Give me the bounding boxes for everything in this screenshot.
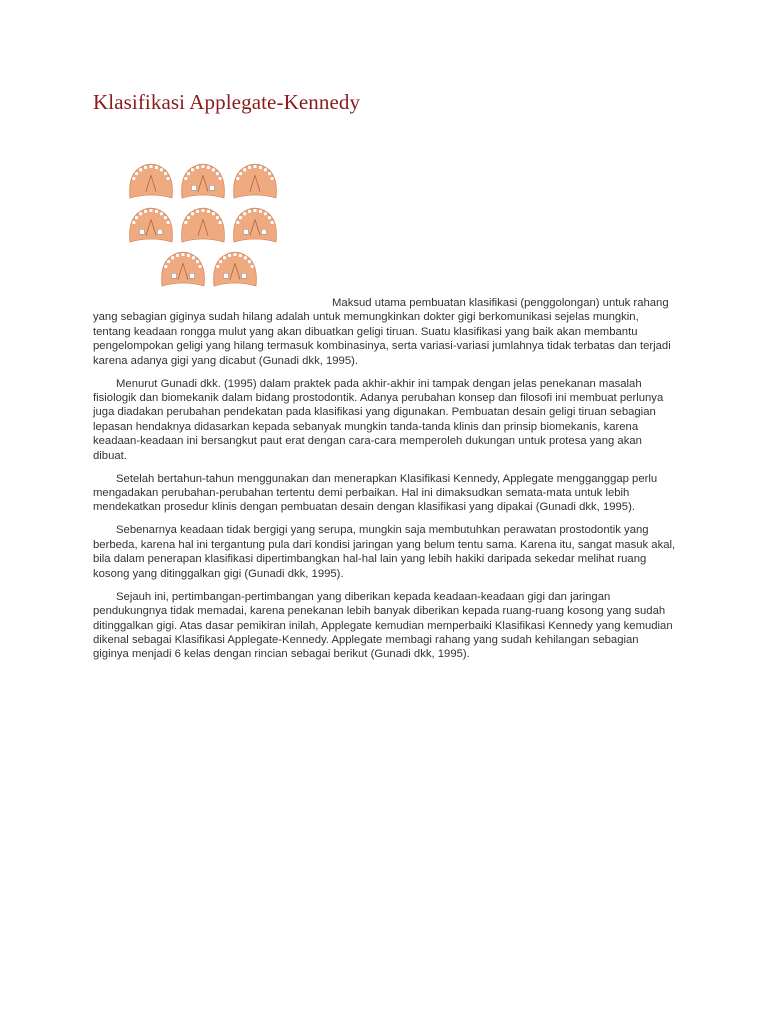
abutment-mark [172, 273, 177, 278]
tooth-mark [216, 265, 220, 269]
tooth-mark [243, 212, 247, 216]
tooth-mark [218, 177, 222, 181]
paragraph-4: Sebenarnya keadaan tidak bergigi yang serupa, mungkin saja membutuhkan perawatan prostodontik yang berbeda, karena hal ini tergantung pula dari kondisi jaringan yang belum tentu sama. Karena itu, sangat masuk akal, bila dalam penerapan klasifikasi dipertimbangkan hal-hal lain yang lebih hakiki daripada sekedar melihat ruang kosong yang ditinggalkan gigi (Gunadi dkk, 1995). [93, 524, 676, 580]
tooth-mark [196, 166, 200, 170]
abutment-mark [192, 185, 197, 190]
dental-arch-icon [162, 252, 205, 286]
kennedy-classification-figure [124, 160, 282, 292]
tooth-mark [171, 256, 175, 260]
tooth-mark [160, 168, 164, 172]
tooth-mark [184, 221, 188, 225]
tooth-mark [201, 165, 205, 169]
dental-arch-icon [234, 208, 277, 242]
paragraph-3: Setelah bertahun-tahun menggunakan dan menerapkan Klasifikasi Kennedy, Applegate mengganggap perlu mengadakan perubahan-perubahan tertentu demi perbaikan. Hal ini dimaksudkan semata-mata untuk lebih mendekatkan prosedur klinis dengan pembuatan desain dengan klasifikasi yang dipakai (Gunadi dkk, 1995). [93, 472, 658, 514]
tooth-mark [167, 260, 171, 264]
tooth-mark [164, 172, 168, 176]
tooth-mark [207, 166, 211, 170]
tooth-mark [250, 265, 254, 269]
paragraph-5: Sejauh ini, pertimbangan-pertimbangan yang diberikan kepada keadaan-keadaan gigi dan jaringan pendukungnya tidak memadai, karena penekanan lebih banyak diberikan kepada ruang-ruang kosong yang sudah ditinggalkan gigi. Atas dasar pemikiran inilah, Applegate kemudian memperbaiki Klasifikasi Kennedy yang kemudian dikenal sebagai Klasifikasi Applegate-Kennedy. Applegate membagi rahang yang sudah kehilangan sebagian giginya menjadi 6 kelas dengan rincian sebagai berikut (Gunadi dkk, 1995). [93, 590, 673, 661]
tooth-mark [253, 209, 257, 213]
dental-arch-icon [182, 208, 225, 242]
tooth-mark [139, 212, 143, 216]
tooth-mark [187, 216, 191, 220]
tooth-mark [176, 254, 180, 258]
tooth-mark [268, 172, 272, 176]
tooth-mark [248, 260, 252, 264]
tooth-mark [212, 168, 216, 172]
abutment-mark [224, 273, 229, 278]
tooth-mark [223, 256, 227, 260]
tooth-mark [181, 253, 185, 257]
tooth-mark [216, 172, 220, 176]
tooth-mark [264, 168, 268, 172]
tooth-mark [239, 172, 243, 176]
tooth-mark [212, 212, 216, 216]
tooth-mark [236, 221, 240, 225]
abutment-mark [140, 229, 145, 234]
tooth-mark [196, 210, 200, 214]
tooth-mark [201, 209, 205, 213]
paragraph-2: Menurut Gunadi dkk. (1995) dalam praktek pada akhir-akhir ini tampak dengan jelas penekanan masalah fisiologik dan biomekanik dalam bidang prostodontik. Adanya perubahan konsep dan filosofi ini membuat perlunya juga diadakan perubahan pendekatan pada klasifikasi yang digunakan. Pembuatan desain geligi tiruan sebagian lepasan hendaknya didasarkan kepada sebanyak mungkin tanda-tanda klinis dan prinsip biomekanis, karena keadaan-keadaan ini bersangkut paut erat dengan cara-cara memperoleh dukungan untuk protesa yang akan dibuat. [93, 377, 664, 462]
tooth-mark [248, 210, 252, 214]
tooth-mark [191, 212, 195, 216]
tooth-mark [270, 221, 274, 225]
tooth-mark [253, 165, 257, 169]
tooth-mark [243, 168, 247, 172]
paragraph-1 [93, 296, 677, 368]
tooth-mark [155, 166, 159, 170]
tooth-mark [166, 177, 170, 181]
tooth-mark [239, 254, 243, 258]
tooth-mark [164, 265, 168, 269]
tooth-mark [132, 177, 136, 181]
tooth-mark [187, 172, 191, 176]
tooth-mark [216, 216, 220, 220]
tooth-mark [219, 260, 223, 264]
abutment-mark [158, 229, 163, 234]
tooth-mark [198, 265, 202, 269]
dental-arch-icon [214, 252, 257, 286]
tooth-mark [264, 212, 268, 216]
dental-arch-icon [130, 208, 173, 242]
dental-arch-icon [234, 164, 277, 198]
dental-arch-icon [130, 164, 173, 198]
abutment-mark [210, 185, 215, 190]
tooth-mark [259, 210, 263, 214]
tooth-mark [144, 210, 148, 214]
tooth-mark [160, 212, 164, 216]
tooth-mark [228, 254, 232, 258]
tooth-mark [164, 216, 168, 220]
tooth-mark [184, 177, 188, 181]
tooth-mark [132, 221, 136, 225]
tooth-mark [196, 260, 200, 264]
tooth-mark [236, 177, 240, 181]
tooth-mark [244, 256, 248, 260]
abutment-mark [262, 229, 267, 234]
tooth-mark [207, 210, 211, 214]
paragraph-1-text: Maksud utama pembuatan klasifikasi (penggolongan) untuk rahang yang sebagian giginya sudah hilang adalah untuk memungkinkan dokter gigi berkomunikasi sejelas mungkin, tentang keadaan rongga mulut yang akan dibuatkan geligi tiruan. Suatu klasifikasi yang baik akan membantu pengelompokan geligi yang hilang termasuk kombinasinya, serta variasi-variasi jumlahnya tidak terbatas dan terjadi karena adanya gigi yang dicabut (Gunadi dkk, 1995). [93, 297, 671, 367]
dental-arch-icon [182, 164, 225, 198]
tooth-mark [218, 221, 222, 225]
article-body [93, 296, 677, 670]
tooth-mark [149, 209, 153, 213]
tooth-mark [270, 177, 274, 181]
abutment-mark [244, 229, 249, 234]
tooth-mark [233, 253, 237, 257]
abutment-mark [190, 273, 195, 278]
tooth-mark [187, 254, 191, 258]
tooth-mark [139, 168, 143, 172]
tooth-mark [268, 216, 272, 220]
tooth-mark [155, 210, 159, 214]
tooth-mark [192, 256, 196, 260]
tooth-mark [166, 221, 170, 225]
tooth-mark [144, 166, 148, 170]
tooth-mark [259, 166, 263, 170]
tooth-mark [135, 216, 139, 220]
page-title: Klasifikasi Applegate-Kennedy [93, 90, 361, 114]
tooth-mark [239, 216, 243, 220]
tooth-mark [191, 168, 195, 172]
tooth-mark [149, 165, 153, 169]
tooth-mark [135, 172, 139, 176]
tooth-mark [248, 166, 252, 170]
abutment-mark [242, 273, 247, 278]
